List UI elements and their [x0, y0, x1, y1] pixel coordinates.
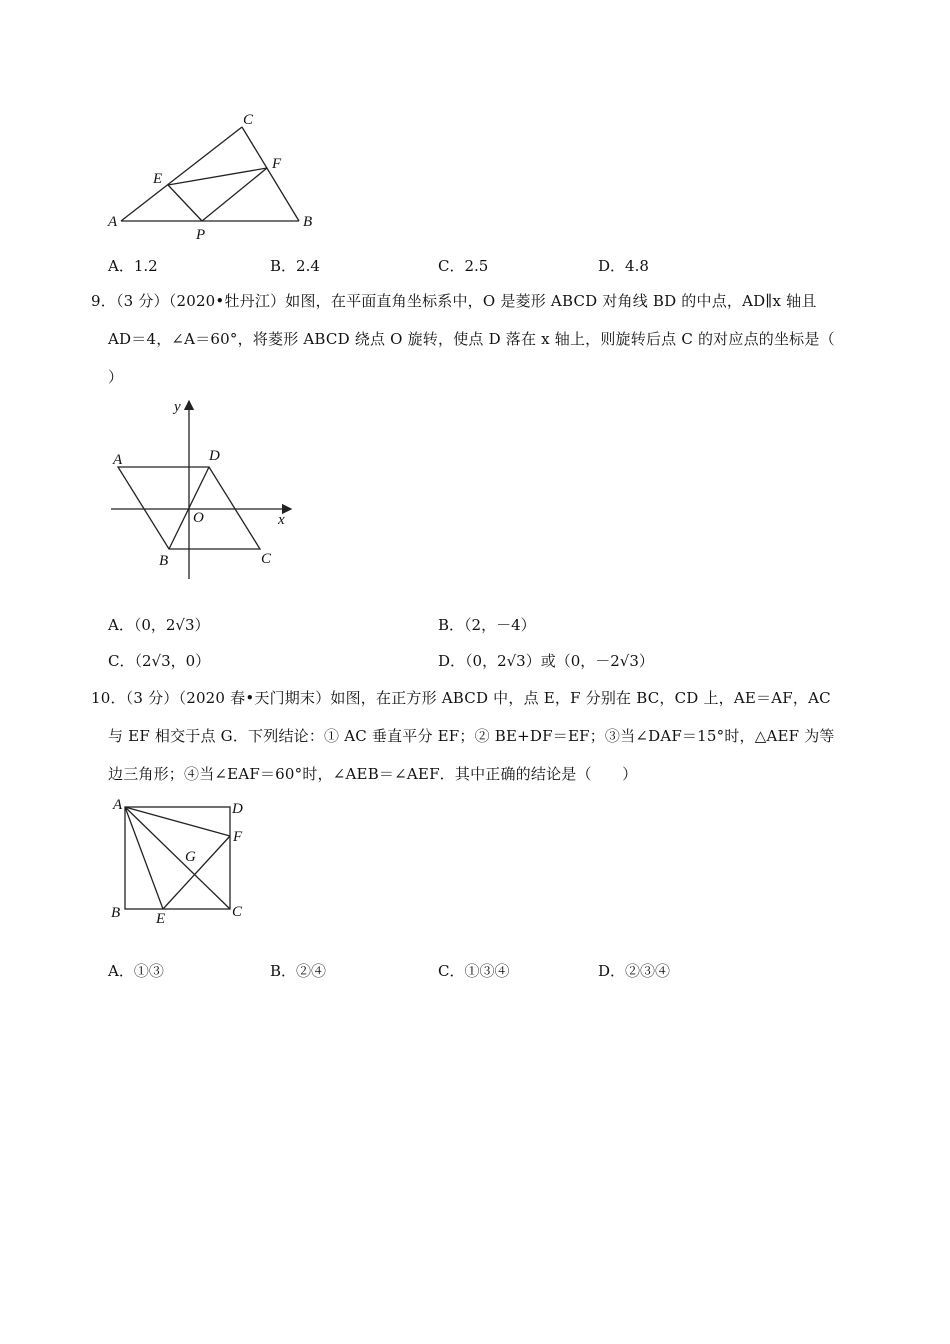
q10-option-b: B．②④: [270, 962, 327, 980]
q10-figure: [105, 795, 265, 930]
q9-text-line-2: AD＝4，∠A＝60°，将菱形 ABCD 绕点 O 旋转，使点 D 落在 x 轴上，则旋转后点 C 的对应点的坐标是（: [108, 330, 835, 348]
q9-label-c: C: [261, 551, 272, 567]
q8-segment-ac: [121, 127, 242, 221]
q10-label-f: F: [233, 829, 243, 845]
q9-option-b: B．（2，－4）: [438, 616, 536, 634]
q10-label-g: G: [185, 849, 196, 865]
q8-segment-bc: [242, 127, 299, 221]
q10-label-a: A: [113, 797, 123, 813]
q10-option-c: C．①③④: [438, 962, 510, 980]
q9-label-b: B: [159, 553, 169, 569]
q9-label-o: O: [193, 510, 204, 526]
q10-label-e: E: [156, 911, 166, 927]
q10-label-b: B: [111, 905, 121, 921]
q8-label-p: P: [196, 227, 206, 243]
q10-label-c: C: [232, 904, 243, 920]
q8-label-c: C: [243, 112, 254, 128]
q9-figure: [105, 393, 305, 588]
q10-text-line-1: 10．（3 分）（2020 春•天门期末）如图，在正方形 ABCD 中，点 E，F 分别在 BC，CD 上，AE＝AF，AC: [91, 689, 831, 707]
q10-segment-ef: [163, 836, 230, 909]
q10-option-a: A．①③: [108, 962, 164, 980]
q9-option-c: C．（2√3，0）: [108, 652, 211, 670]
q8-segment-ep: [168, 185, 202, 221]
q8-segment-ef: [168, 168, 267, 185]
q9-text-line-3: ）: [108, 368, 124, 386]
q9-label-a: A: [113, 452, 123, 468]
q9-text-line-1: 9．（3 分）（2020•牡丹江）如图，在平面直角坐标系中，O 是菱形 ABCD 对角线 BD 的中点，AD∥x 轴且: [91, 292, 817, 310]
q8-option-b: B．2.4: [270, 257, 320, 275]
q9-label-y: y: [174, 399, 181, 415]
q8-label-a: A: [108, 214, 118, 230]
q9-label-d: D: [209, 448, 220, 464]
q10-text-line-2: 与 EF 相交于点 G．下列结论：① AC 垂直平分 EF；② BE+DF＝EF；③当∠DAF＝15°时，△AEF 为等: [108, 727, 835, 745]
q8-label-b: B: [303, 214, 313, 230]
q8-option-a: A．1.2: [108, 257, 158, 275]
q10-label-d: D: [232, 801, 243, 817]
q8-option-d: D．4.8: [598, 257, 649, 275]
q10-option-d: D．②③④: [598, 962, 671, 980]
q8-figure: [105, 108, 325, 243]
q8-label-e: E: [153, 171, 163, 187]
q10-segment-ae: [125, 807, 163, 909]
q8-label-f: F: [272, 156, 282, 172]
q9-option-d: D．（0，2√3）或（0，－2√3）: [438, 652, 654, 670]
q9-label-x: x: [278, 512, 285, 528]
q8-segment-pf: [202, 168, 267, 221]
q10-text-line-3: 边三角形；④当∠EAF＝60°时，∠AEB＝∠AEF．其中正确的结论是（ ）: [108, 765, 638, 783]
q9-option-a: A．（0，2√3）: [108, 616, 210, 634]
q8-option-c: C．2.5: [438, 257, 489, 275]
